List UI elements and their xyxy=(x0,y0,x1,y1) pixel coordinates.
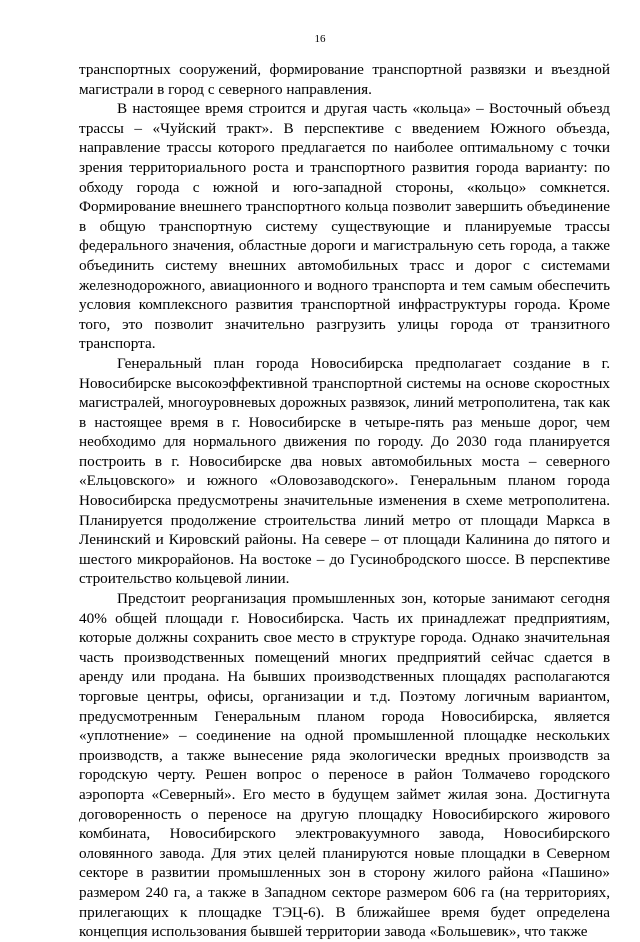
page-number: 16 xyxy=(314,33,326,45)
paragraph-eastern-bypass: В настоящее время строится и другая часть «кольца» – Восточный объезд трассы – «Чуйский тракт». В перспективе с введением Южного объезда, направление трассы которого предлагается по наиболее оптимальному с точки зрения территориального роста и транспортного развития города варианту: по обходу города с южной и юго-западной стороны, «кольцо» сомкнется. Формирование внешнего транспортного кольца позволит завершить объединение в общую транспортную систему существующие и планируемые трассы федерального значения, областные дороги и магистральную сеть города, а также объединить систему внешних автомобильных трасс и дорог с системами железнодорожного, авиационного и водного транспорта и тем самым обеспечить условия комплексного развития транспортной инфраструктуры города. Кроме того, это позволит значительно разгрузить улицы города от транзитного транспорта. xyxy=(79,100,610,353)
paragraph-industrial-zones: Предстоит реорганизация промышленных зон, которые занимают сегодня 40% общей площади г. Новосибирска. Часть их принадлежат предприятиям, которые должны сохранить свое место в структуре города. Однако значительная часть производственных помещений многих предприятий сейчас сдается в аренду или продана. На бывших производственных площадях располагаются торговые центры, офисы, организации и т.д. Поэтому логичным вариантом, предусмотренным Генеральным планом города Новосибирска, является «уплотнение» – соединение на одной промышленной площадке нескольких производств, а также вынесение ряда экологически вредных производств за городскую черту. Решен вопрос о переносе в район Толмачево городского аэропорта «Северный». Его место в будущем займет жилая зона. Достигнута договоренность о переносе на другую площадку Новосибирского жирового комбината, Новосибирского электровакуумного завода, Новосибирского оловянного завода. Для этих целей планируются новые площадки в Северном секторе в развитии промышленных зон в сторону жилого района «Пашино» размером 240 га, а также в Западном секторе размером 606 га (на территориях, прилегающих к площадке ТЭЦ-6). В ближайшее время будет определена концепция использования бывшей территории завода «Большевик», что также xyxy=(79,590,610,941)
document-body xyxy=(79,60,610,942)
paragraph-general-plan-transport: Генеральный план города Новосибирска предполагает создание в г. Новосибирске высокоэффективной транспортной системы на основе скоростных магистралей, многоуровневых дорожных развязок, линий метрополитена, так как в настоящее время в г. Новосибирске в четыре-пять раз меньше дорог, чем необходимо для нормального движения по городу. До 2030 года планируется построить в г. Новосибирске два новых автомобильных моста – северного «Ельцовского» и южного «Оловозаводского». Генеральным планом города Новосибирска предусмотрены значительные изменения в схеме метрополитена. Планируется продолжение строительства линий метро от площади Маркса в Ленинский и Кировский районы. На севере – от площади Калинина до пятого и шестого микрорайонов. На востоке – до Гусинобродского шоссе. В перспективе строительство кольцевой линии. xyxy=(79,354,610,588)
paragraph-continuation: транспортных сооружений, формирование транспортной развязки и въездной магистрали в город с северного направления. xyxy=(79,61,610,98)
